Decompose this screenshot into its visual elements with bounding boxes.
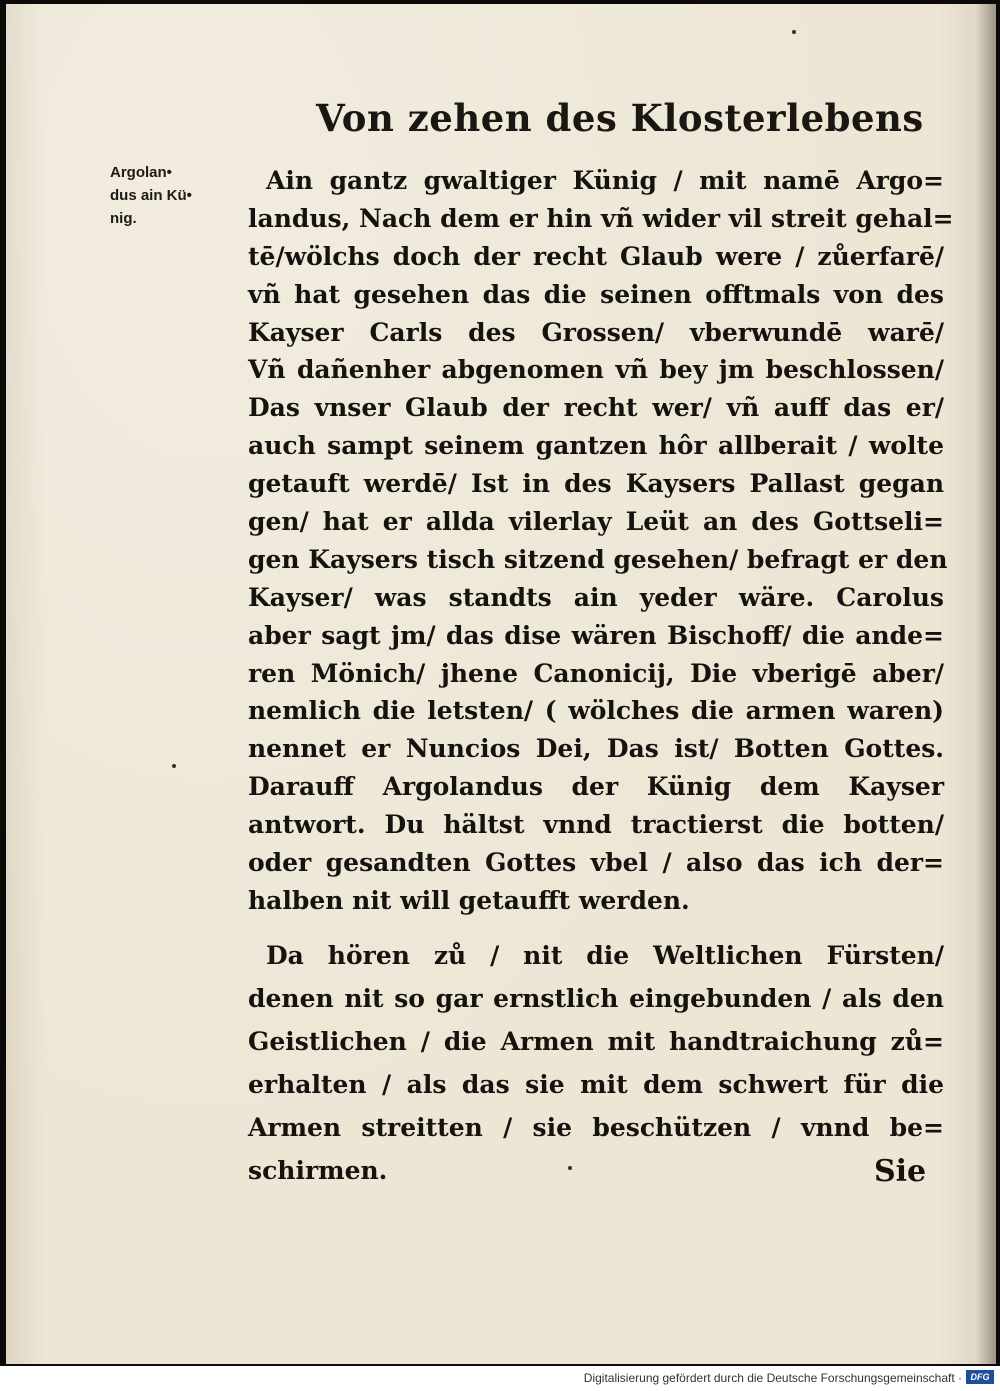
ink-speck [568, 1166, 572, 1170]
text-line: halben nit will getaufft werden. [248, 885, 690, 915]
text-line: aber sagt jm/ das dise wären Bischoff/ die ande= [248, 620, 944, 650]
text-line: antwort. Du hältst vnnd tractierst die botten/ [248, 810, 944, 840]
text-line: denen nit so gar ernstlich eingebunden / als den [248, 984, 944, 1013]
marginal-note-line: Argolan• [110, 164, 172, 181]
text-line: Ain gantz gwaltiger Künig / mit namē Argo= [266, 166, 944, 195]
spine-shadow [976, 4, 996, 1364]
text-line: tē/wölchs doch der recht Glaub were / zůerfarē/ [248, 241, 944, 271]
text-line: auch sampt seinem gantzen hôr allberait / wolte [248, 431, 944, 461]
text-line: gen/ hat er allda vilerlay Leüt an des Gottseli= [248, 507, 944, 537]
text-line: oder gesandten Gottes vbel / also das ich der= [248, 848, 944, 878]
footer-credit: Digitalisierung gefördert durch die Deutsche Forschungsgemeinschaft · [583, 1371, 962, 1385]
text-line: Armen streitten / sie beschützen / vnnd be= [248, 1113, 944, 1142]
text-line: Da hören zů / nit die Weltlichen Fürsten/ [266, 941, 944, 970]
dfg-logo: DFG [966, 1370, 994, 1384]
ink-speck [172, 764, 176, 768]
paragraph-2 [248, 934, 944, 1192]
ink-speck [792, 30, 796, 34]
text-line: landus, Nach dem er hin vñ wider vil streit gehal= [248, 203, 954, 233]
text-line: Geistlichen / die Armen mit handtraichung zů= [248, 1027, 944, 1056]
text-line: Vñ dañenher abgenomen vñ bey jm beschlossen/ [248, 355, 944, 385]
text-line: Kayser/ was standts ain yeder wäre. Carolus [248, 582, 944, 612]
text-line: nennet er Nuncios Dei, Das ist/ Botten Gottes. [248, 734, 944, 764]
catchword: Sie [874, 1154, 927, 1189]
marginal-note [110, 161, 240, 230]
text-line: gen Kaysers tisch sitzend gesehen/ befragt er den [248, 544, 948, 574]
text-line: ren Mönich/ jhene Canonicij, Die vberigē aber/ [248, 658, 944, 688]
text-line: Das vnser Glaub der recht wer/ vñ auff das er/ [248, 393, 944, 423]
text-line: getauft werdē/ Ist in des Kaysers Pallast gegan [248, 469, 944, 499]
text-line: Kayser Carls des Grossen/ vberwundē warē/ [248, 317, 944, 347]
text-line: Darauff Argolandus der Künig dem Kayser [248, 772, 944, 802]
paragraph-1 [248, 162, 954, 920]
text-line: nemlich die letsten/ ( wölches die armen waren) [248, 696, 944, 726]
text-line: vñ hat gesehen das die seinen offtmals von des [248, 279, 944, 309]
running-head: Von zehen des Klosterlebens [316, 96, 924, 140]
marginal-note-line: nig. [110, 210, 137, 227]
text-line: schirmen. [248, 1156, 388, 1185]
book-page [6, 4, 996, 1364]
text-line: erhalten / als das sie mit dem schwert für die [248, 1070, 944, 1099]
marginal-note-line: dus ain Kü• [110, 187, 192, 204]
